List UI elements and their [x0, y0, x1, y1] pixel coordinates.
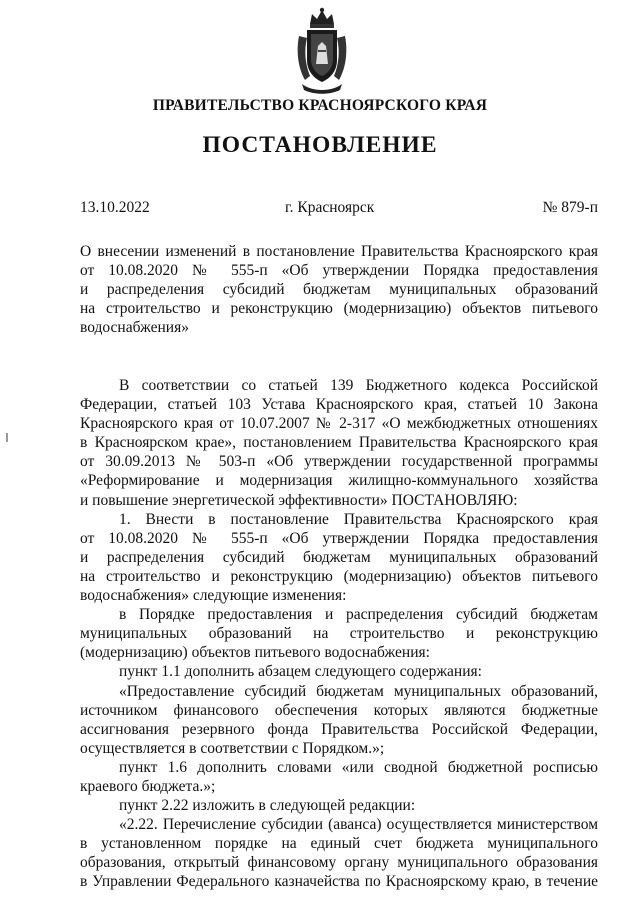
body-line: и повышение энергетической эффективности» ПОСТАНОВЛЯЮ: — [80, 491, 518, 509]
body-line: 1. Внести в постановление Правительства Красноярского края — [119, 510, 598, 528]
body-line: от 30.09.2013 № 503-п «Об утверждении государственной программы — [80, 453, 598, 471]
body-line: Федерации, статьей 103 Устава Красноярского края, статьей 10 Закона — [80, 396, 598, 414]
body-line: В соответствии со статьей 139 Бюджетного кодекса Российской — [119, 377, 598, 394]
body-line: ассигнования резервного фонда Правительства Российской Федерации, — [80, 720, 598, 738]
body-line: «Реформирование и модернизация жилищно-коммунального хозяйства — [80, 472, 598, 490]
body-line: на строительство и реконструкцию (модернизацию) объектов питьевого — [80, 567, 598, 585]
document-date: 13.10.2022 — [80, 199, 150, 216]
subject-line: водоснабжения» — [80, 319, 189, 337]
body-line: муниципальных образований на строительство и реконструкцию — [80, 625, 598, 643]
body-line: Красноярского края от 10.07.2007 № 2-317 «О межбюджетных отношениях — [80, 415, 598, 433]
body-line: водоснабжения» следующие изменения: — [80, 587, 347, 605]
body-line: «Предоставление субсидий бюджетам муниципальных образований, — [119, 682, 598, 700]
subject-line: О внесении изменений в постановление Правительства Красноярского края — [80, 243, 598, 260]
document-number: № 879-п — [542, 199, 598, 216]
body-line: от 10.08.2020 № 555-п «Об утверждении Порядка предоставления — [80, 529, 598, 547]
subject-line: и распределения субсидий бюджетам муниципальных образований — [80, 281, 598, 299]
body-line: в Управлении Федерального казначейства по Красноярскому краю, в течение — [80, 873, 598, 891]
body-line: пункт 1.1 дополнить абзацем следующего содержания: — [119, 663, 482, 681]
document-body — [80, 376, 598, 892]
body-line: в установленном порядке на единый счет бюджета муниципального — [80, 835, 598, 853]
body-line: в Порядке предоставления и распределения субсидий бюджетам — [119, 606, 598, 624]
document-subject — [80, 242, 598, 337]
document-type-title: ПОСТАНОВЛЕНИЕ — [202, 132, 438, 158]
coat-of-arms-emblem — [296, 6, 348, 96]
margin-mark — [6, 433, 8, 442]
body-line: краевого бюджета.»; — [80, 777, 216, 795]
body-line: образования, открытый финансовому органу муниципального образования — [80, 854, 598, 872]
body-line: осуществляется в соответствии с Порядком.»; — [80, 739, 385, 757]
government-title: ПРАВИТЕЛЬСТВО КРАСНОЯРСКОГО КРАЯ — [152, 97, 488, 114]
body-line: и распределения субсидий бюджетам муниципальных образований — [80, 548, 598, 566]
body-line: пункт 1.6 дополнить словами «или сводной бюджетной росписью — [119, 758, 598, 776]
subject-line: на строительство и реконструкцию (модернизацию) объектов питьевого — [80, 300, 598, 318]
body-line: источником финансового обеспечения которых являются бюджетные — [80, 701, 598, 719]
body-line: в Красноярском крае», постановлением Правительства Красноярского края — [80, 434, 598, 452]
body-line: (модернизацию) объектов питьевого водоснабжения: — [80, 644, 430, 662]
document-city: г. Красноярск — [285, 199, 375, 216]
subject-line: от 10.08.2020 № 555-п «Об утверждении Порядка предоставления — [80, 262, 598, 280]
body-line: «2.22. Перечисление субсидии (аванса) осуществляется министерством — [119, 816, 598, 834]
body-line: пункт 2.22 изложить в следующей редакции: — [119, 797, 416, 815]
